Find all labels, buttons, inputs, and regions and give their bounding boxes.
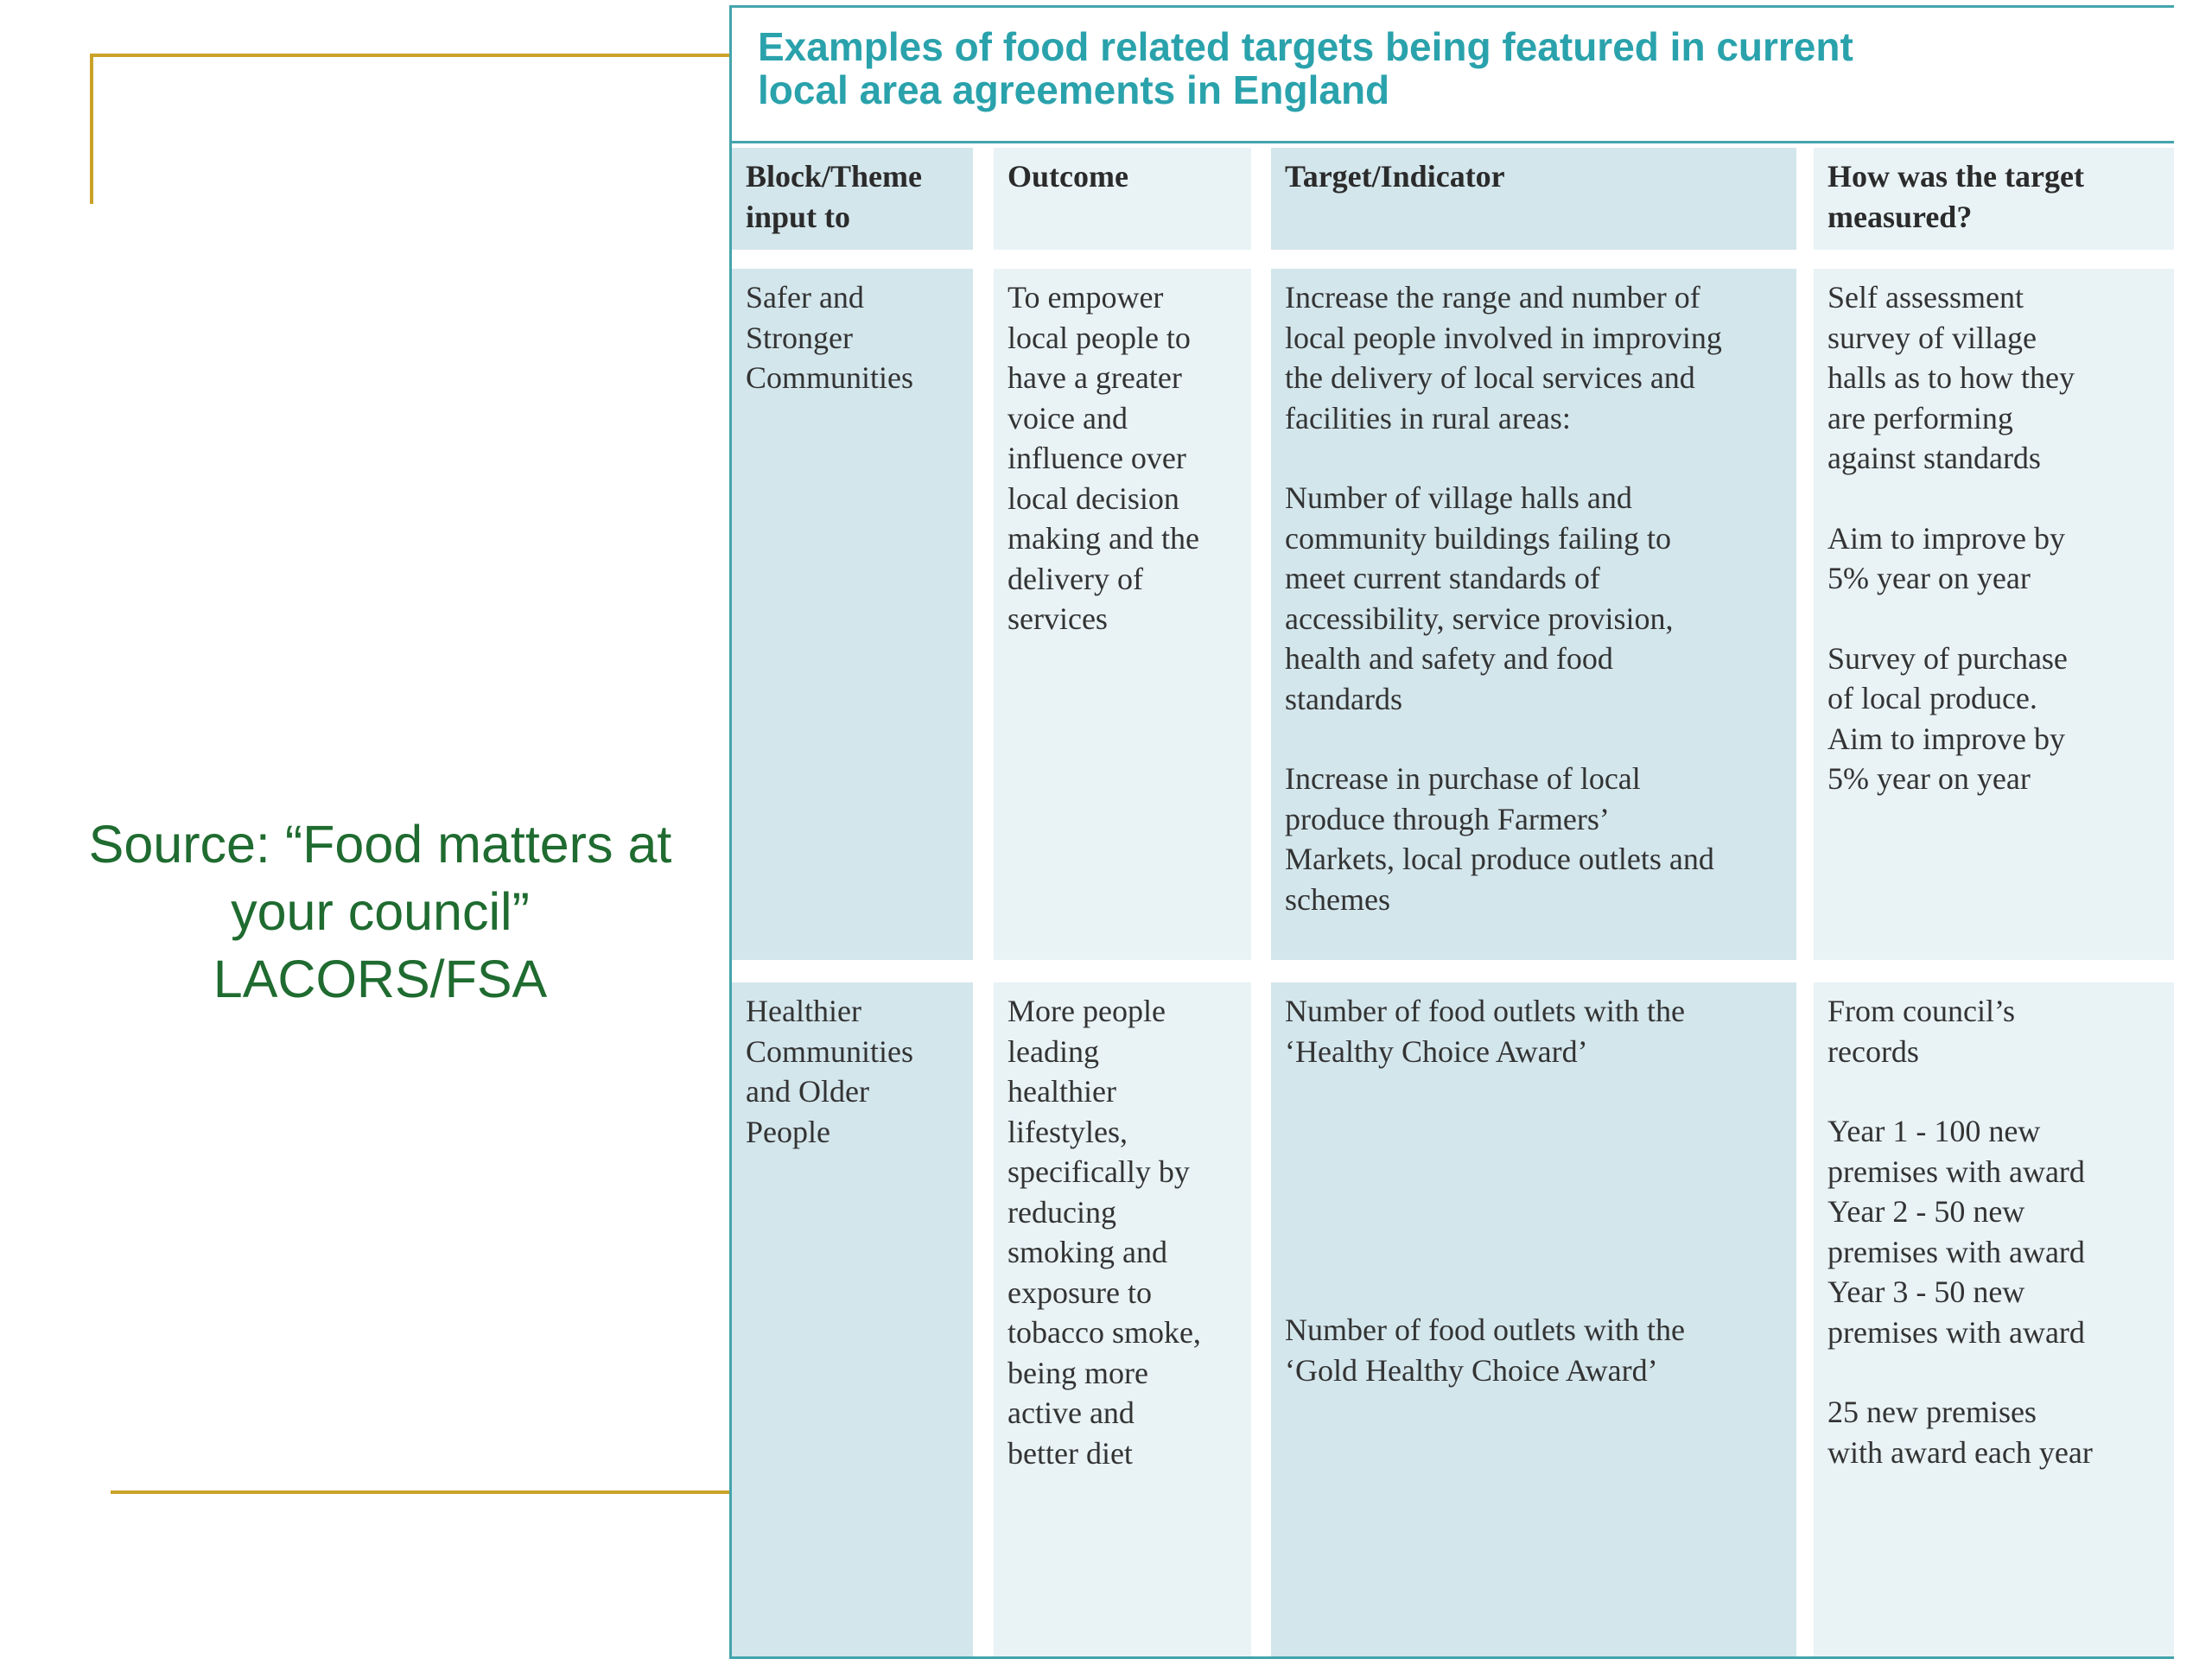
cell-line: Survey of purchase — [1827, 640, 2068, 676]
line-gap — [1827, 599, 2163, 639]
title-line: local area agreements in England — [758, 67, 1390, 112]
cell-line: Stronger — [746, 320, 853, 355]
cell-line: leading — [1007, 1033, 1099, 1069]
cell-line: against standards — [1827, 441, 2041, 475]
cell-line: local people to — [1007, 320, 1191, 355]
header-line: Block/Theme — [746, 159, 922, 194]
header-line: input to — [746, 199, 851, 234]
cell-line: of local produce. — [1827, 681, 2037, 715]
decorative-left-rule — [90, 54, 93, 204]
cell-line: facilities in rural areas: — [1285, 400, 1571, 435]
cell-line: reducing — [1007, 1194, 1116, 1230]
row2-measured-cell — [1814, 982, 2174, 1659]
cell-line: halls as to how they — [1827, 360, 2075, 395]
line-gap — [1285, 438, 1783, 478]
line-gap — [1285, 1270, 1783, 1310]
row2-outcome-cell — [994, 982, 1251, 1659]
cell-line: influence over — [1007, 441, 1186, 475]
cell-line: lifestyles, — [1007, 1114, 1128, 1149]
cell-line: Safer and — [746, 280, 864, 315]
cell-line: specifically by — [1007, 1154, 1190, 1189]
row1-target-cell — [1271, 269, 1796, 960]
header-cell-theme — [732, 148, 973, 250]
cell-line: healthier — [1007, 1074, 1116, 1109]
cell-line: premises with award — [1827, 1154, 2085, 1189]
panel-title — [758, 25, 2158, 111]
cell-line: Healthier — [746, 994, 861, 1028]
cell-line: and Older — [746, 1074, 869, 1109]
cell-line: Year 2 - 50 new — [1827, 1194, 2025, 1229]
cell-line: schemes — [1285, 881, 1390, 917]
line-gap — [1285, 1071, 1783, 1111]
cell-line: exposure to — [1007, 1274, 1152, 1310]
cell-line: making and the — [1007, 521, 1199, 556]
line-gap — [1285, 1230, 1783, 1270]
header-line: How was the target — [1827, 159, 2084, 194]
title-line: Examples of food related targets being featured in current — [758, 24, 1853, 69]
cell-line: records — [1827, 1033, 1919, 1069]
cell-line: Aim to improve by — [1827, 721, 2065, 756]
cell-line: meet current standards of — [1285, 561, 1600, 595]
cell-line: More people — [1007, 994, 1166, 1028]
line-gap — [1285, 719, 1783, 759]
cell-line: Year 1 - 100 new — [1827, 1114, 2041, 1148]
line-gap — [1285, 1191, 1783, 1230]
source-caption — [52, 810, 709, 1013]
cell-line: services — [1007, 601, 1108, 636]
cell-line: To empower — [1007, 280, 1164, 315]
cell-line: local people involved in improving — [1285, 320, 1722, 355]
source-line: Source: “Food matters at — [88, 815, 672, 874]
cell-line: ‘Healthy Choice Award’ — [1285, 1033, 1588, 1069]
cell-line: have a greater — [1007, 360, 1182, 395]
cell-line: 5% year on year — [1827, 561, 2031, 595]
cell-line: produce through Farmers’ — [1285, 801, 1610, 836]
cell-line: community buildings failing to — [1285, 520, 1671, 556]
title-divider — [732, 141, 2174, 143]
cell-line: are performing — [1827, 400, 2013, 435]
cell-line: Aim to improve by — [1827, 520, 2065, 556]
cell-line: survey of village — [1827, 320, 2037, 355]
row1-outcome-cell — [994, 269, 1251, 960]
cell-line: Communities — [746, 1033, 914, 1069]
cell-line: being more — [1007, 1355, 1148, 1390]
cell-line: People — [746, 1114, 830, 1149]
header-cell-measured — [1814, 148, 2174, 250]
line-gap — [1285, 1111, 1783, 1151]
cell-line: 25 new premises — [1827, 1395, 2037, 1429]
header-cell-outcome — [994, 148, 1251, 250]
cell-line: smoking and — [1007, 1235, 1167, 1269]
cell-line: voice and — [1007, 400, 1128, 435]
cell-line: Self assessment — [1827, 280, 2024, 315]
cell-line: accessibility, service provision, — [1285, 601, 1674, 636]
source-line: your council” — [231, 882, 530, 941]
row2-theme-cell — [732, 982, 973, 1659]
cell-line: tobacco smoke, — [1007, 1315, 1201, 1350]
cell-line: with award each year — [1827, 1434, 2093, 1470]
cell-line: Increase in purchase of local — [1285, 761, 1641, 796]
cell-line: standards — [1285, 681, 1402, 716]
row1-theme-cell — [732, 269, 973, 960]
row2-target-cell — [1271, 982, 1796, 1659]
cell-line: local decision — [1007, 480, 1179, 516]
cell-line: Number of food outlets with the — [1285, 994, 1685, 1028]
cell-line: 5% year on year — [1827, 761, 2031, 796]
cell-line: Number of village halls and — [1285, 480, 1632, 515]
row1-measured-cell — [1814, 269, 2174, 960]
source-line: LACORS/FSA — [213, 950, 548, 1008]
cell-line: Communities — [746, 360, 914, 395]
line-gap — [1827, 1352, 2163, 1392]
cell-line: Increase the range and number of — [1285, 280, 1700, 315]
cell-line: Number of food outlets with the — [1285, 1313, 1685, 1347]
cell-line: the delivery of local services and — [1285, 360, 1695, 395]
header-line: Target/Indicator — [1285, 159, 1505, 194]
line-gap — [1285, 1151, 1783, 1191]
cell-line: health and safety and food — [1285, 641, 1613, 676]
cell-line: ‘Gold Healthy Choice Award’ — [1285, 1352, 1658, 1388]
decorative-top-rule — [90, 54, 731, 57]
table-panel — [729, 5, 2174, 1659]
line-gap — [1827, 1071, 2163, 1111]
decorative-bottom-rule — [111, 1491, 731, 1494]
cell-line: Year 3 - 50 new — [1827, 1274, 2025, 1309]
cell-line: premises with award — [1827, 1314, 2085, 1350]
line-gap — [1827, 479, 2163, 518]
header-line: measured? — [1827, 199, 1973, 234]
cell-line: From council’s — [1827, 994, 2015, 1028]
cell-line: delivery of — [1007, 561, 1143, 596]
cell-line: Markets, local produce outlets and — [1285, 842, 1714, 876]
cell-line: active and — [1007, 1395, 1135, 1430]
cell-line: better diet — [1007, 1435, 1133, 1471]
header-cell-target — [1271, 148, 1796, 250]
header-line: Outcome — [1007, 159, 1128, 194]
cell-line: premises with award — [1827, 1234, 2085, 1269]
